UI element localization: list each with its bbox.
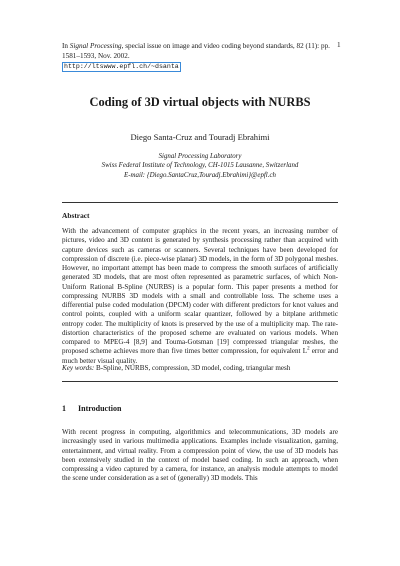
author-url-link[interactable]: http://ltswww.epfl.ch/~dsanta	[64, 63, 179, 70]
abstract-body: With the advancement of computer graphics in the recent years, an increasing number of pictures, video and 3D content is generated by synthesis processing rather than acquired with capture devices such as cameras or scanners. Several techniques have been developed for compression of discrete (i.e. piece-wise planar) 3D models, in the form of 3D polygonal meshes. However, no important attempt has been made to compress the smooth surfaces of artificially generated 3D models, that are most often represented as parametric surfaces, of which Non-Uniform Rational B-Spline (NURBS) is a popular form. This paper presents a method for compressing NURBS 3D models with a small and controllable loss. The scheme uses a differential pulse coded modulation (DPCM) coder with different predictors for knot values and control points, coupled with a uniform scalar quantizer, followed by a bitplane arithmetic entropy coder. The multiplicity of knots is preserved by the use of a multiplicity map. The rate-distortion characteristics of the proposed scheme are evaluated on various models. When compared to MPEG-4 [8,9] and Touma-Gotsman [19] compressed triangular meshes, the proposed scheme achieves more than five times better compression, for equivalent L	[62, 227, 338, 356]
publication-header	[62, 41, 347, 72]
section-number: 1	[62, 404, 66, 413]
paper-authors: Diego Santa-Cruz and Touradj Ebrahimi	[130, 132, 270, 142]
section-heading	[62, 404, 121, 413]
paper-title: Coding of 3D virtual objects with NURBS	[89, 95, 311, 109]
abstract-top-rule	[62, 202, 338, 203]
affiliation-email: E-mail: {Diego.SantaCruz,Touradj.Ebrahimi}@epfl.ch	[124, 171, 276, 179]
journal-name: Signal Processing	[69, 42, 122, 50]
affiliation-lab: Signal Processing Laboratory	[158, 153, 242, 160]
header-citation: , special issue on image and video coding beyond standards, 82 (11): pp. 1581–1593, Nov. 2002.	[62, 42, 330, 60]
introduction-paragraph: With recent progress in computing, algorithmics and telecommunications, 3D models are increasingly used in various multimedia applications. Examples include visualization, gaming, entertainment, and virtual reality. From a compression point of view, the use of 3D models has been extensively studied in the context of model based coding. In such an approach, when compressing a video captured by a camera, for instance, an analysis module attempts to model the scene under consideration as a set of (generally) 3D models. This	[62, 428, 338, 483]
affiliation-block	[0, 152, 400, 180]
page-number: 1	[337, 41, 341, 49]
abstract-heading: Abstract	[62, 211, 90, 220]
keywords-label: Key words:	[62, 364, 95, 372]
header-prefix: In	[62, 42, 70, 50]
keywords-line	[62, 364, 338, 373]
abstract-bottom-rule	[62, 381, 338, 382]
section-title: Introduction	[78, 404, 122, 413]
keywords-list: B-Spline, NURBS, compression, 3D model, coding, triangular mesh	[94, 364, 291, 372]
affiliation-institute: Swiss Federal Institute of Technology, CH-1015 Lausanne, Switzerland	[101, 162, 299, 170]
abstract-ending: error and much better visual quality.	[62, 347, 338, 365]
abstract-text	[62, 227, 338, 366]
superscript-two: 2	[307, 346, 310, 352]
